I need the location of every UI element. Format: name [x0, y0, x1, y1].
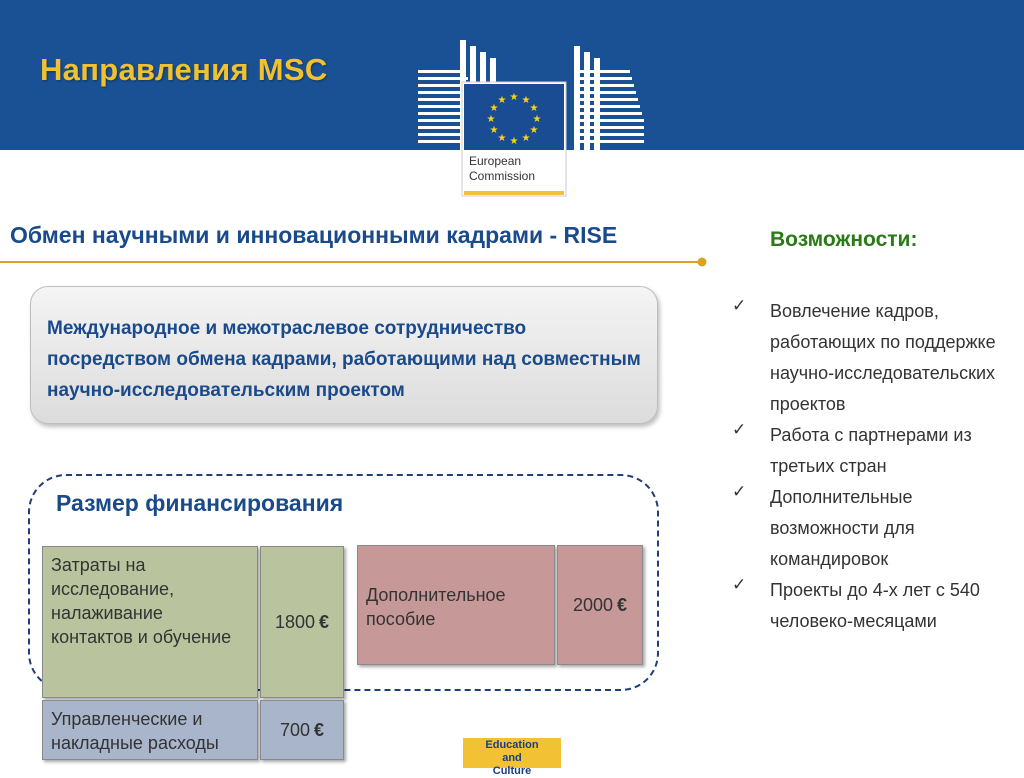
opportunity-item [732, 482, 1012, 575]
svg-text:★: ★ [486, 114, 496, 125]
funding-title: Размер финансирования [56, 490, 344, 516]
funding-label-research [42, 546, 258, 698]
european-commission-wordmark [469, 154, 563, 184]
funding-amount-value: 1800 [274, 612, 316, 632]
svg-text:★: ★ [489, 125, 499, 136]
opportunity-text: Дополнительные возможности для командировок [770, 487, 915, 569]
svg-text:★: ★ [529, 103, 539, 114]
slide-title: Направления MSC [40, 52, 328, 87]
description-text: Международное и межотраслевое сотрудничество посредством обмена кадрами, работающими над совместным научно-исследовательским проектом [47, 318, 641, 401]
opportunity-text: Проекты до 4-х лет с 540 человеко-месяцами [770, 580, 980, 631]
opportunity-item [732, 575, 1012, 637]
funding-amount-value: 700 [279, 720, 311, 740]
check-icon: ✓ [732, 575, 747, 595]
svg-text:★: ★ [521, 95, 531, 106]
funding-amount-management [260, 700, 344, 760]
funding-label-allowance [357, 545, 555, 665]
svg-text:★: ★ [529, 125, 539, 136]
logo-line-1: European [469, 154, 522, 168]
opportunities-title: Возможности: [770, 228, 918, 251]
opportunities-list [732, 296, 1012, 637]
description-box [30, 286, 658, 424]
svg-text:★: ★ [497, 133, 507, 144]
opportunity-item [732, 296, 1012, 420]
check-icon: ✓ [732, 482, 747, 502]
gold-divider [0, 256, 710, 268]
svg-text:★: ★ [509, 92, 519, 103]
funding-label-text: Управленческие и накладные расходы [51, 709, 219, 753]
check-icon: ✓ [732, 296, 747, 316]
euro-symbol: € [617, 595, 628, 615]
funding-amount-value: 2000 [572, 595, 614, 615]
section-title: Обмен научными и инновационными кадрами - RISE [10, 222, 618, 248]
funding-label-management [42, 700, 258, 760]
footer-line-1: Education [485, 739, 539, 751]
euro-symbol: € [314, 720, 325, 740]
svg-text:★: ★ [489, 103, 499, 114]
funding-amount-allowance [557, 545, 643, 665]
opportunity-text: Работа с партнерами из третьих стран [770, 425, 972, 476]
svg-text:★: ★ [521, 133, 531, 144]
funding-label-text: Дополнительное пособие [366, 585, 506, 629]
logo-line-2: Commission [469, 169, 536, 183]
education-culture-badge [463, 738, 561, 777]
footer-line-2: and [502, 752, 522, 764]
opportunity-text: Вовлечение кадров, работающих по поддержке научно-исследовательских проектов [770, 301, 996, 414]
building-right-icon [574, 46, 644, 150]
svg-text:★: ★ [532, 114, 542, 125]
funding-amount-research [260, 546, 344, 698]
svg-text:★: ★ [497, 95, 507, 106]
funding-label-text: Затраты на исследование, налаживание контактов и обучение [51, 555, 232, 647]
check-icon: ✓ [732, 420, 747, 440]
euro-symbol: € [319, 612, 330, 632]
svg-text:★: ★ [509, 136, 519, 147]
footer-line-3: Culture [492, 765, 532, 777]
opportunity-item [732, 420, 1012, 482]
